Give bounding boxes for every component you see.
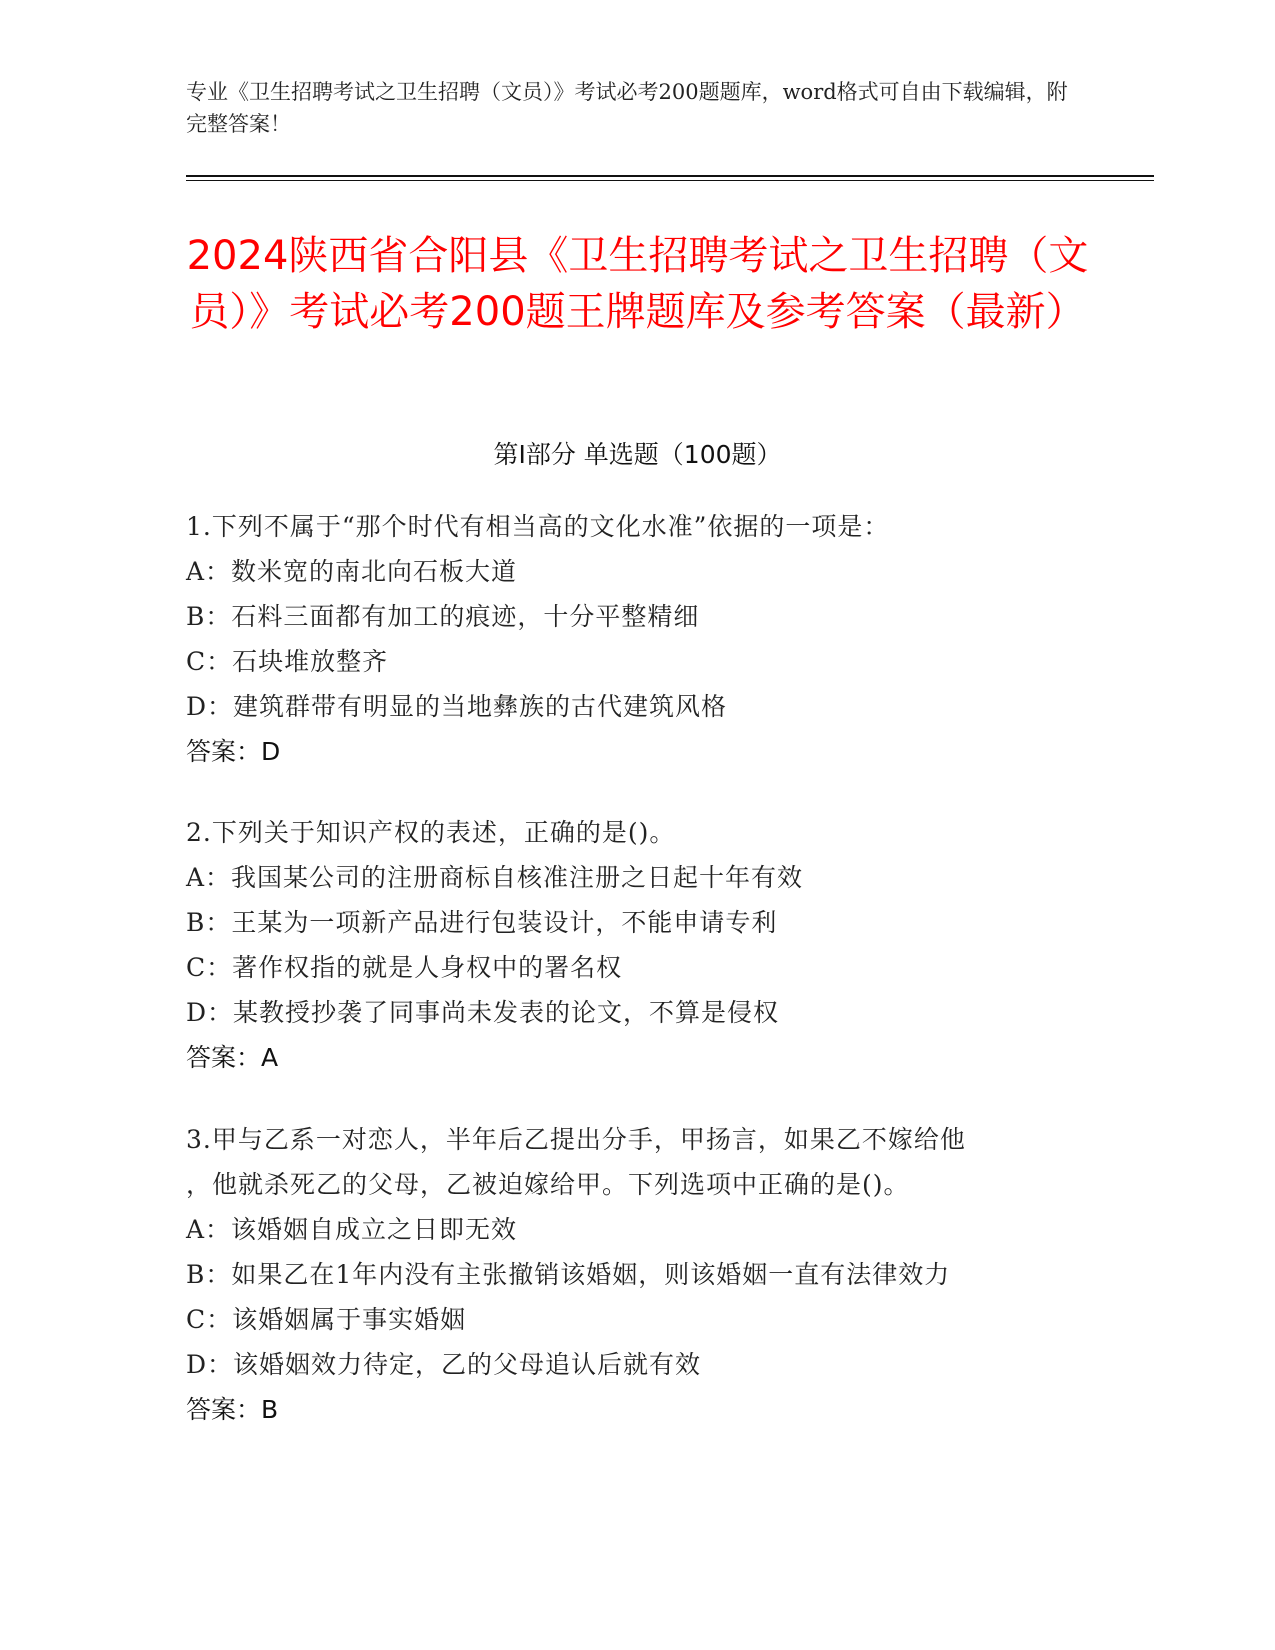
header-rule-thin [186,180,1154,181]
question-1 [186,504,1066,774]
option-c: C：石块堆放整齐 [186,647,389,676]
question-stem: 1.下列不属于“那个时代有相当高的文化水准”依据的一项是： [186,512,890,541]
question-stem-line-1: 3.甲与乙系一对恋人，半年后乙提出分手，甲扬言，如果乙不嫁给他 [186,1125,966,1154]
answer-line [186,729,1066,774]
answer-value: D [261,737,281,766]
answer-line [186,1387,1066,1432]
question-2 [186,810,1066,1080]
option-d: D：建筑群带有明显的当地彝族的古代建筑风格 [186,692,728,721]
option-d: D：该婚姻效力待定，乙的父母追认后就有效 [186,1350,702,1379]
question-stem: 2.下列关于知识产权的表述，正确的是()。 [186,818,676,847]
question-3 [186,1117,1066,1432]
section-heading: 第I部分 单选题（100题） [493,440,782,469]
option-c: C：著作权指的就是人身权中的署名权 [186,953,623,982]
question-stem-line-2: ，他就杀死乙的父母，乙被迫嫁给甲。下列选项中正确的是()。 [186,1170,910,1199]
option-b: B：如果乙在1年内没有主张撤销该婚姻，则该婚姻一直有法律效力 [186,1260,951,1289]
option-d: D：某教授抄袭了同事尚未发表的论文，不算是侵权 [186,998,780,1027]
header-rule-thick [186,175,1154,177]
option-c: C：该婚姻属于事实婚姻 [186,1305,467,1334]
option-a: A：我国某公司的注册商标自核准注册之日起十年有效 [186,863,804,892]
option-a: A：该婚姻自成立之日即无效 [186,1215,518,1244]
answer-label: 答案： [186,1395,262,1424]
option-b: B：石料三面都有加工的痕迹，十分平整精细 [186,602,700,631]
answer-label: 答案： [186,737,262,766]
option-a: A：数米宽的南北向石板大道 [186,557,518,586]
option-b: B：王某为一项新产品进行包装设计，不能申请专利 [186,908,778,937]
answer-label: 答案： [186,1043,262,1072]
answer-value: A [261,1043,279,1072]
answer-value: B [261,1395,279,1424]
answer-line [186,1035,1066,1080]
document-title: 2024陕西省合阳县《卫生招聘考试之卫生招聘（文员）》考试必考200题王牌题库及参考答案（最新） [186,233,1089,335]
header-note: 专业《卫生招聘考试之卫生招聘（文员）》考试必考200题题库，word格式可自由下载编辑，附完整答案！ [186,80,1068,136]
